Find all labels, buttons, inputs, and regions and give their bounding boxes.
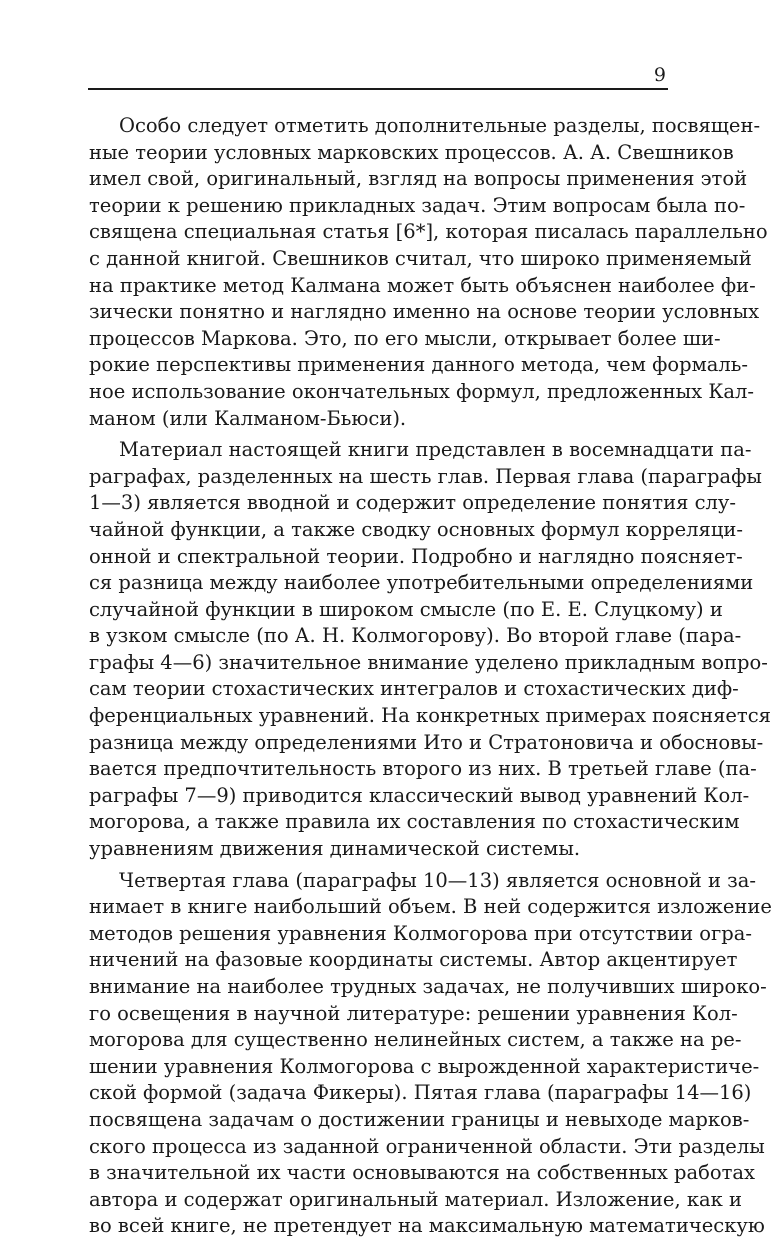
text-line: Четвертая глава (параграфы 10—13) является основной и за- xyxy=(119,868,756,892)
text-line: Материал настоящей книги представлен в восемнадцати па- xyxy=(119,438,752,462)
text-line: маном (или Калманом-Бьюси). xyxy=(89,406,407,430)
text-line: уравнениям движения динамической системы. xyxy=(89,837,581,861)
text-line: ничений на фазовые координаты системы. Автор акцентирует xyxy=(89,948,738,972)
text-line: чайной функции, а также сводку основных формул корреляци- xyxy=(89,517,743,541)
text-line: графы 4—6) значительное внимание уделено прикладным вопро- xyxy=(89,650,768,674)
text-line: вается предпочтительность второго из них. В третьей главе (па- xyxy=(89,757,757,781)
text-line: с данной книгой. Свешников считал, что широко применяемый xyxy=(89,246,752,270)
text-line: раграфах, разделенных на шесть глав. Первая глава (параграфы xyxy=(89,464,762,488)
text-line: в значительной их части основываются на собственных работах xyxy=(89,1161,756,1185)
text-line: священа специальная статья [6*], которая писалась параллельно xyxy=(89,220,768,244)
text-line: нимает в книге наибольший объем. В ней содержится изложение xyxy=(89,895,772,919)
text-line: посвящена задачам о достижении границы и невыходе марков- xyxy=(89,1107,750,1131)
text-line: сам теории стохастических интегралов и стохастических диф- xyxy=(89,677,739,701)
text-line: онной и спектральной теории. Подробно и наглядно поясняет- xyxy=(89,544,743,568)
text-line: зически понятно и наглядно именно на основе теории условных xyxy=(89,300,760,324)
text-line: ского процесса из заданной ограниченной области. Эти разделы xyxy=(89,1134,765,1158)
text-line: ные теории условных марковских процессов. А. А. Свешников xyxy=(89,140,734,164)
text-line: автора и содержат оригинальный материал. Изложение, как и xyxy=(89,1187,743,1211)
text-line: имел свой, оригинальный, взгляд на вопросы применения этой xyxy=(89,167,748,191)
text-line: Особо следует отметить дополнительные разделы, посвящен- xyxy=(119,114,761,137)
paragraph xyxy=(89,437,771,863)
text-line: случайной функции в широком смысле (по Е. Е. Слуцкому) и xyxy=(89,597,723,621)
text-line: 1—3) является вводной и содержит определение понятия слу- xyxy=(89,491,736,515)
text-line: ся разница между наиболее употребительными определениями xyxy=(89,571,754,595)
paragraph xyxy=(89,113,768,432)
text-line: методов решения уравнения Колмогорова при отсутствии огра- xyxy=(89,921,752,945)
text-line: рокие перспективы применения данного метода, чем формаль- xyxy=(89,353,748,377)
text-line: раграфы 7—9) приводится классический вывод уравнений Кол- xyxy=(89,783,750,807)
paragraph xyxy=(89,868,772,1240)
text-line: внимание на наиболее трудных задачах, не получивших широко- xyxy=(89,975,767,998)
text-line: разница между определениями Ито и Стратоновича и обосновы- xyxy=(89,730,764,754)
header-rule xyxy=(88,88,668,90)
page-number: 9 xyxy=(653,64,666,86)
text-line: могорова, а также правила их составления по стохастическим xyxy=(89,810,740,834)
text-line: го освещения в научной литературе: решении уравнения Кол- xyxy=(89,1001,738,1025)
text-line: ное использование окончательных формул, предложенных Кал- xyxy=(89,379,755,403)
text-line: в узком смысле (по А. Н. Колмогорову). Во второй главе (пара- xyxy=(89,624,742,648)
body-text xyxy=(89,113,772,1240)
text-line: ской формой (задача Фикеры). Пятая глава (параграфы 14—16) xyxy=(89,1081,752,1105)
text-line: шении уравнения Колмогорова с вырожденной характеристиче- xyxy=(89,1054,760,1078)
text-line: ференциальных уравнений. На конкретных примерах поясняется xyxy=(89,704,771,728)
text-line: процессов Маркова. Это, по его мысли, открывает более ши- xyxy=(89,326,721,350)
text-line: теории к решению прикладных задач. Этим вопросам была по- xyxy=(89,193,746,217)
text-line: могорова для существенно нелинейных систем, а также на ре- xyxy=(89,1028,742,1052)
text-line: на практике метод Калмана может быть объяснен наиболее фи- xyxy=(89,273,756,297)
text-line: во всей книге, не претендует на максимальную математическую xyxy=(89,1214,765,1238)
